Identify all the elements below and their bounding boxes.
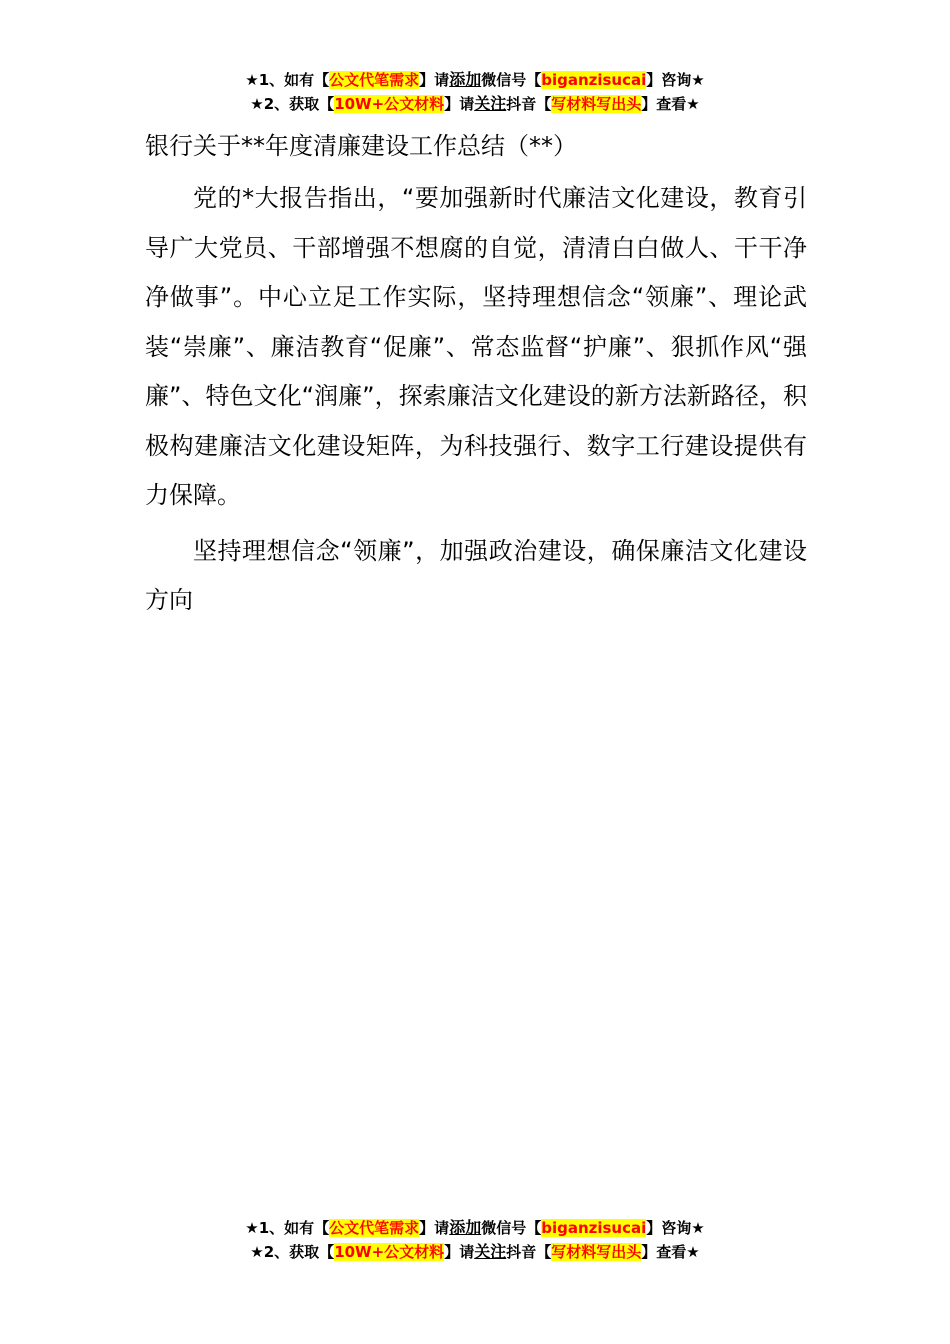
document-title: 银行关于**年度清廉建设工作总结（**）: [145, 132, 577, 160]
banner-line-2: [0, 92, 950, 116]
banner-text: 】查看★: [641, 95, 700, 113]
highlight-douyin-account: 写材料写出头: [551, 95, 642, 113]
banner-text: 】咨询★: [646, 71, 705, 89]
banner-line-2: [0, 1240, 950, 1264]
banner-text: 】查看★: [641, 1243, 700, 1261]
banner-emphasis: 关注: [474, 1242, 507, 1261]
paragraph-section-heading: 坚持理想信念“领廉”，加强政治建设，确保廉洁文化建设方向: [145, 536, 807, 614]
banner-emphasis: 添加: [449, 1218, 482, 1237]
banner-line-1: [0, 1216, 950, 1240]
banner-text: 微信号【: [481, 1219, 542, 1237]
banner-text: 】请: [419, 71, 450, 89]
highlight-wechat-id: biganzisucai: [541, 1219, 647, 1237]
banner-text: ★1、如有【: [245, 71, 330, 89]
banner-text: 抖音【: [506, 95, 552, 113]
highlight-douyin-account: 写材料写出头: [551, 1243, 642, 1261]
highlight-materials: 10W+公文材料: [334, 95, 445, 113]
banner-text: 】请: [444, 1243, 475, 1261]
highlight-wechat-id: biganzisucai: [541, 71, 647, 89]
banner-text: 】请: [419, 1219, 450, 1237]
paragraph-intro: 党的*大报告指出，“要加强新时代廉洁文化建设，教育引导广大党员、干部增强不想腐的自觉，清清白白做人、干干净净做事”。中心立足工作实际，坚持理想信念“领廉”、理论武装“崇廉”、廉洁教育“促廉”、常态监督“护廉”、狠抓作风“强廉”、特色文化“润廉”，探索廉洁文化建设的新方法新路径，积极构建廉洁文化建设矩阵，为科技强行、数字工行建设提供有力保障。: [145, 184, 807, 509]
banner-text: 微信号【: [481, 71, 542, 89]
banner-emphasis: 添加: [449, 70, 482, 89]
banner-text: ★2、获取【: [250, 1243, 335, 1261]
banner-text: 抖音【: [506, 1243, 552, 1261]
header-banner: [0, 68, 950, 116]
banner-text: 】咨询★: [646, 1219, 705, 1237]
highlight-materials: 10W+公文材料: [334, 1243, 445, 1261]
banner-line-1: [0, 68, 950, 92]
banner-emphasis: 关注: [474, 94, 507, 113]
footer-banner: [0, 1216, 950, 1264]
banner-text: 】请: [444, 95, 475, 113]
banner-text: ★2、获取【: [250, 95, 335, 113]
highlight-service: 公文代笔需求: [329, 1219, 420, 1237]
banner-text: ★1、如有【: [245, 1219, 330, 1237]
document-body: [145, 128, 807, 632]
highlight-service: 公文代笔需求: [329, 71, 420, 89]
